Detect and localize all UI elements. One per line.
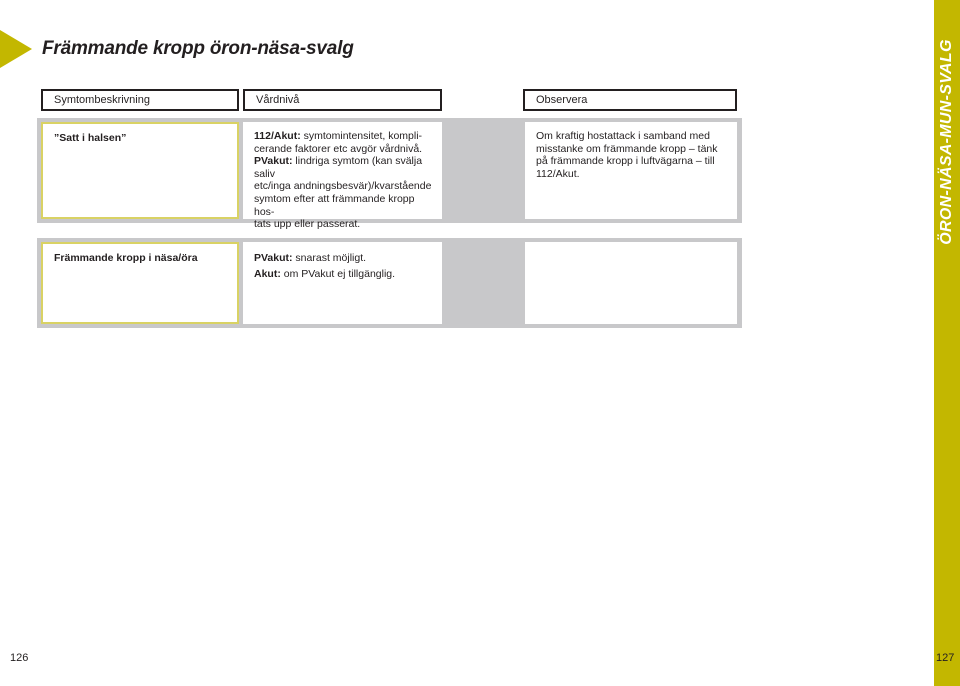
care-line: Akut: om PVakut ej tillgänglig. bbox=[254, 268, 396, 280]
header-symptom: Symtombeskrivning bbox=[41, 89, 239, 111]
page-number-right: 127 bbox=[936, 652, 955, 664]
care-line: tats upp eller passerat. bbox=[254, 218, 361, 231]
page-number-left: 126 bbox=[10, 652, 29, 664]
care-line: 112/Akut: symtomintensitet, kompli- bbox=[254, 130, 423, 142]
observe-line: 112/Akut. bbox=[536, 167, 580, 180]
page-title: Främmande kropp öron-näsa-svalg bbox=[42, 38, 354, 59]
table-row-1-symptom: ”Satt i halsen” bbox=[54, 132, 127, 144]
header-care-level: Vårdnivå bbox=[243, 89, 442, 111]
table-row-2-symptom: Främmande kropp i näsa/öra bbox=[54, 252, 198, 264]
table-row-2-symptom-cell bbox=[41, 242, 239, 324]
header-observe: Observera bbox=[523, 89, 737, 111]
observe-line: Om kraftig hostattack i samband med bbox=[536, 130, 710, 142]
chapter-arrow-marker bbox=[0, 30, 32, 68]
table-row-1-care-cell bbox=[243, 122, 442, 231]
care-line: cerande faktorer etc avgör vårdnivå. bbox=[254, 142, 423, 155]
care-line: PVakut: lindriga symtom (kan svälja saliv bbox=[254, 155, 423, 180]
care-line: etc/inga andningsbesvär)/kvarstående bbox=[254, 180, 432, 193]
observe-line: misstanke om främmande kropp – tänk bbox=[536, 142, 718, 155]
table-row-1-symptom-cell bbox=[41, 122, 239, 219]
care-line: symtom efter att främmande kropp hos- bbox=[254, 192, 415, 218]
table-row-2-observe-cell bbox=[525, 242, 737, 324]
table-row-1-observe-cell bbox=[525, 122, 737, 219]
chapter-side-tab-label: ÖRON-NÄSA-MUN-SVALG bbox=[938, 39, 955, 245]
table-row-2-care-cell bbox=[243, 242, 442, 324]
observe-line: på främmande kropp i luftvägarna – till bbox=[536, 155, 715, 168]
care-line: PVakut: snarast möjligt. bbox=[254, 252, 367, 264]
